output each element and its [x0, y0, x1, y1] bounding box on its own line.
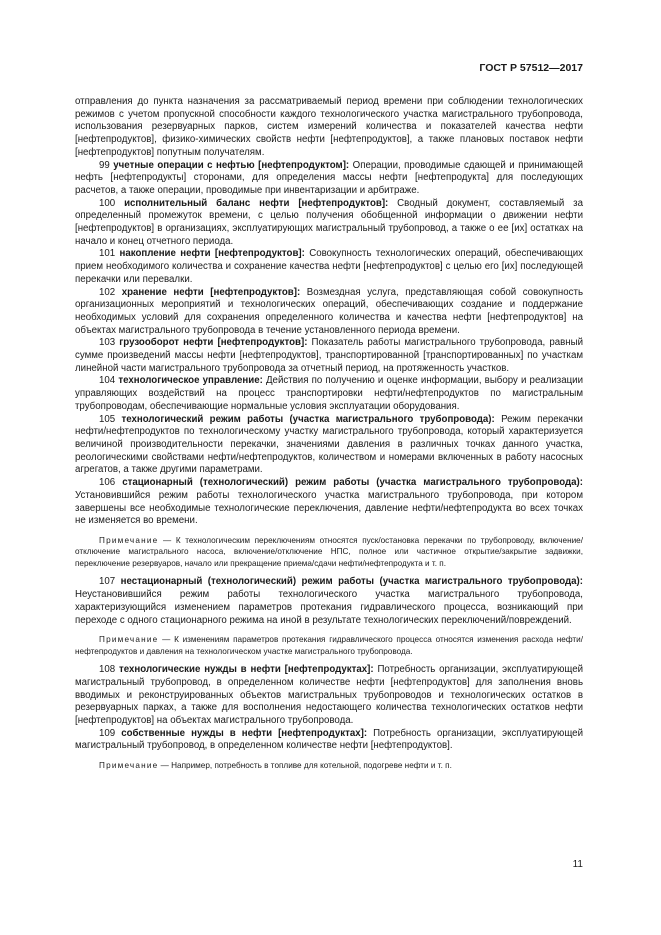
- term-definition: Установившийся режим работы технологического участка магистрального трубопровода, при котором завершены все необходимые технологические переключения, давление нефти/нефтепродукта во всех точках не изменяется во времени.: [75, 489, 583, 527]
- term-number: 101: [99, 248, 116, 260]
- term-title: исполнительный баланс нефти [нефтепродуктов]:: [124, 197, 389, 209]
- term-105: [75, 414, 583, 478]
- term-definition: Неустановившийся режим работы технологического участка магистрального трубопровода, характеризующийся изменением параметров протекания гидравлического процесса, возникающий при переходе с одного стационарного режима на иной в результате технологических переключений/повреждений.: [75, 589, 583, 626]
- term-title: грузооборот нефти [нефтепродуктов]:: [119, 337, 308, 349]
- document-body: [75, 96, 583, 779]
- term-definition: Потребность организации, эксплуатирующей магистральный трубопровод, в определенном количестве нефти [нефтепродуктов].: [75, 727, 583, 752]
- term-number: 104: [99, 375, 116, 387]
- standard-designation: ГОСТ Р 57512—2017: [479, 62, 583, 74]
- term-100: [75, 198, 583, 249]
- term-definition: Сводный документ, составляемый за определенный промежуток времени, с целью получения обобщенной информации о движении нефти [нефтепродуктов] в организациях, эксплуатирующих магистральный трубопровод, а также о ее [их] остатках на начало и конец отчетного периода.: [75, 197, 583, 247]
- term-title: хранение нефти [нефтепродуктов]:: [121, 286, 301, 298]
- term-number: 107: [99, 576, 116, 588]
- term-title: собственные нужды в нефти [нефтепродуктах]:: [121, 727, 368, 739]
- term-number: 100: [99, 197, 116, 209]
- note-switching: [75, 535, 583, 570]
- note-fuel: [75, 760, 583, 772]
- term-definition: Совокупность технологических операций, обеспечивающих прием необходимого количества и сохранение качества нефти [нефтепродуктов] с целью его [их] последующей перекачки или перевалки.: [75, 248, 583, 285]
- term-title: стационарный (технологический) режим работы (участка магистрального трубопровода):: [122, 477, 583, 489]
- term-title: технологическое управление:: [118, 375, 263, 387]
- term-number: 102: [99, 286, 116, 298]
- note-text: — К технологическим переключениям относятся пуск/остановка перекачки по трубопроводу, включение/отключение магистрального насоса, включение/отключение НПС, полное или частичное открытие/закрытие задвижки, переключение резервуаров, начало или прекращение приема/сдачи нефти/нефтепродукта и т. п.: [75, 535, 583, 568]
- term-title: технологические нужды в нефти [нефтепродуктах]:: [119, 664, 374, 676]
- term-107: [75, 576, 583, 627]
- term-definition: Показатель работы магистрального трубопровода, равный сумме произведений массы нефти [нефтепродуктов], транспортированной [транспортированных] по участкам линейной части магистрального трубопровода за отчетный период, на протяженность участков.: [75, 337, 583, 374]
- term-definition: Режим перекачки нефти/нефтепродуктов по технологическому участку магистрального трубопровода, который характеризуется величиной производительности перекачки, значениями давления в различных точках данного участка, реологическими свойствами нефти/нефтепродуктов, количеством и номерами включенных в работу насосных агрегатов, а также другими параметрами.: [75, 413, 583, 476]
- term-number: 108: [99, 664, 116, 676]
- term-103: [75, 337, 583, 375]
- term-title: накопление нефти [нефтепродуктов]:: [119, 248, 305, 260]
- note-text: — К изменениям параметров протекания гидравлического процесса относятся изменения расхода нефти/нефтепродуктов и давления на технологическом участке магистрального трубопровода.: [75, 635, 583, 656]
- term-101: [75, 248, 583, 286]
- intro-paragraph: отправления до пункта назначения за рассматриваемый период времени при соблюдении технологических режимов с учетом пропускной способности каждого технологического участка магистрального трубопровода, использования резервуарных парков, систем измерений количества и показателей качества нефти [нефтепродуктов], физико-химических свойств нефти [нефтепродуктов], а также плановых поставок нефти [нефтепродуктов] попутным получателям.: [75, 96, 583, 158]
- term-number: 106: [99, 477, 116, 489]
- term-title: технологический режим работы (участка магистрального трубопровода):: [121, 413, 495, 425]
- page-number: 11: [572, 859, 583, 870]
- term-108: [75, 664, 583, 728]
- term-definition: Возмездная услуга, представляющая собой совокупность организационных мероприятий и технологических операций, обеспечивающих создание и поддержание необходимых условий для сохранения определенного количества и качества нефти [нефтепродуктов] на объектах магистрального трубопровода в течение установленного периода времени.: [75, 286, 583, 336]
- term-109: [75, 728, 583, 753]
- term-106: [75, 477, 583, 528]
- term-definition: Действия по получению и оценке информации, выбору и реализации управляющих воздействий на процесс транспортировки нефти/нефтепродуктов по магистральным трубопроводам, обеспечивающие нормальные условия эксплуатации оборудования.: [75, 375, 583, 412]
- term-number: 99: [99, 159, 110, 171]
- term-number: 105: [99, 413, 116, 425]
- note-label: Примечание: [99, 635, 159, 645]
- term-102: [75, 287, 583, 338]
- term-title: нестационарный (технологический) режим работы (участка магистрального трубопровода):: [120, 576, 583, 588]
- note-label: Примечание: [99, 535, 159, 545]
- term-number: 103: [99, 337, 116, 349]
- term-definition: Операции, проводимые сдающей и принимающей нефть [нефтепродукты] сторонами, для определения массы нефти [нефтепродукта] для последующих расчетов, а также операции, проводимые при инвентаризации и арбитраже.: [75, 159, 583, 196]
- term-number: 109: [99, 727, 116, 739]
- note-text: — Например, потребность в топливе для котельной, подогреве нефти и т. п.: [160, 761, 452, 771]
- note-label: Примечание: [99, 761, 159, 771]
- note-hydraulic: [75, 634, 583, 657]
- term-title: учетные операции с нефтью [нефтепродуктом]:: [113, 159, 350, 171]
- term-definition: Потребность организации, эксплуатирующей магистральный трубопровод, в определенном количестве нефти [нефтепродуктов] для заполнения вновь вводимых и реконструированных объектов магистральных трубопроводов и технологических остатков в резервуарных парках, а также для восполнения недостающего количества технологических остатков нефти [нефтепродуктов] на объектах магистрального трубопровода.: [75, 664, 583, 727]
- term-104: [75, 375, 583, 413]
- term-99: [75, 160, 583, 198]
